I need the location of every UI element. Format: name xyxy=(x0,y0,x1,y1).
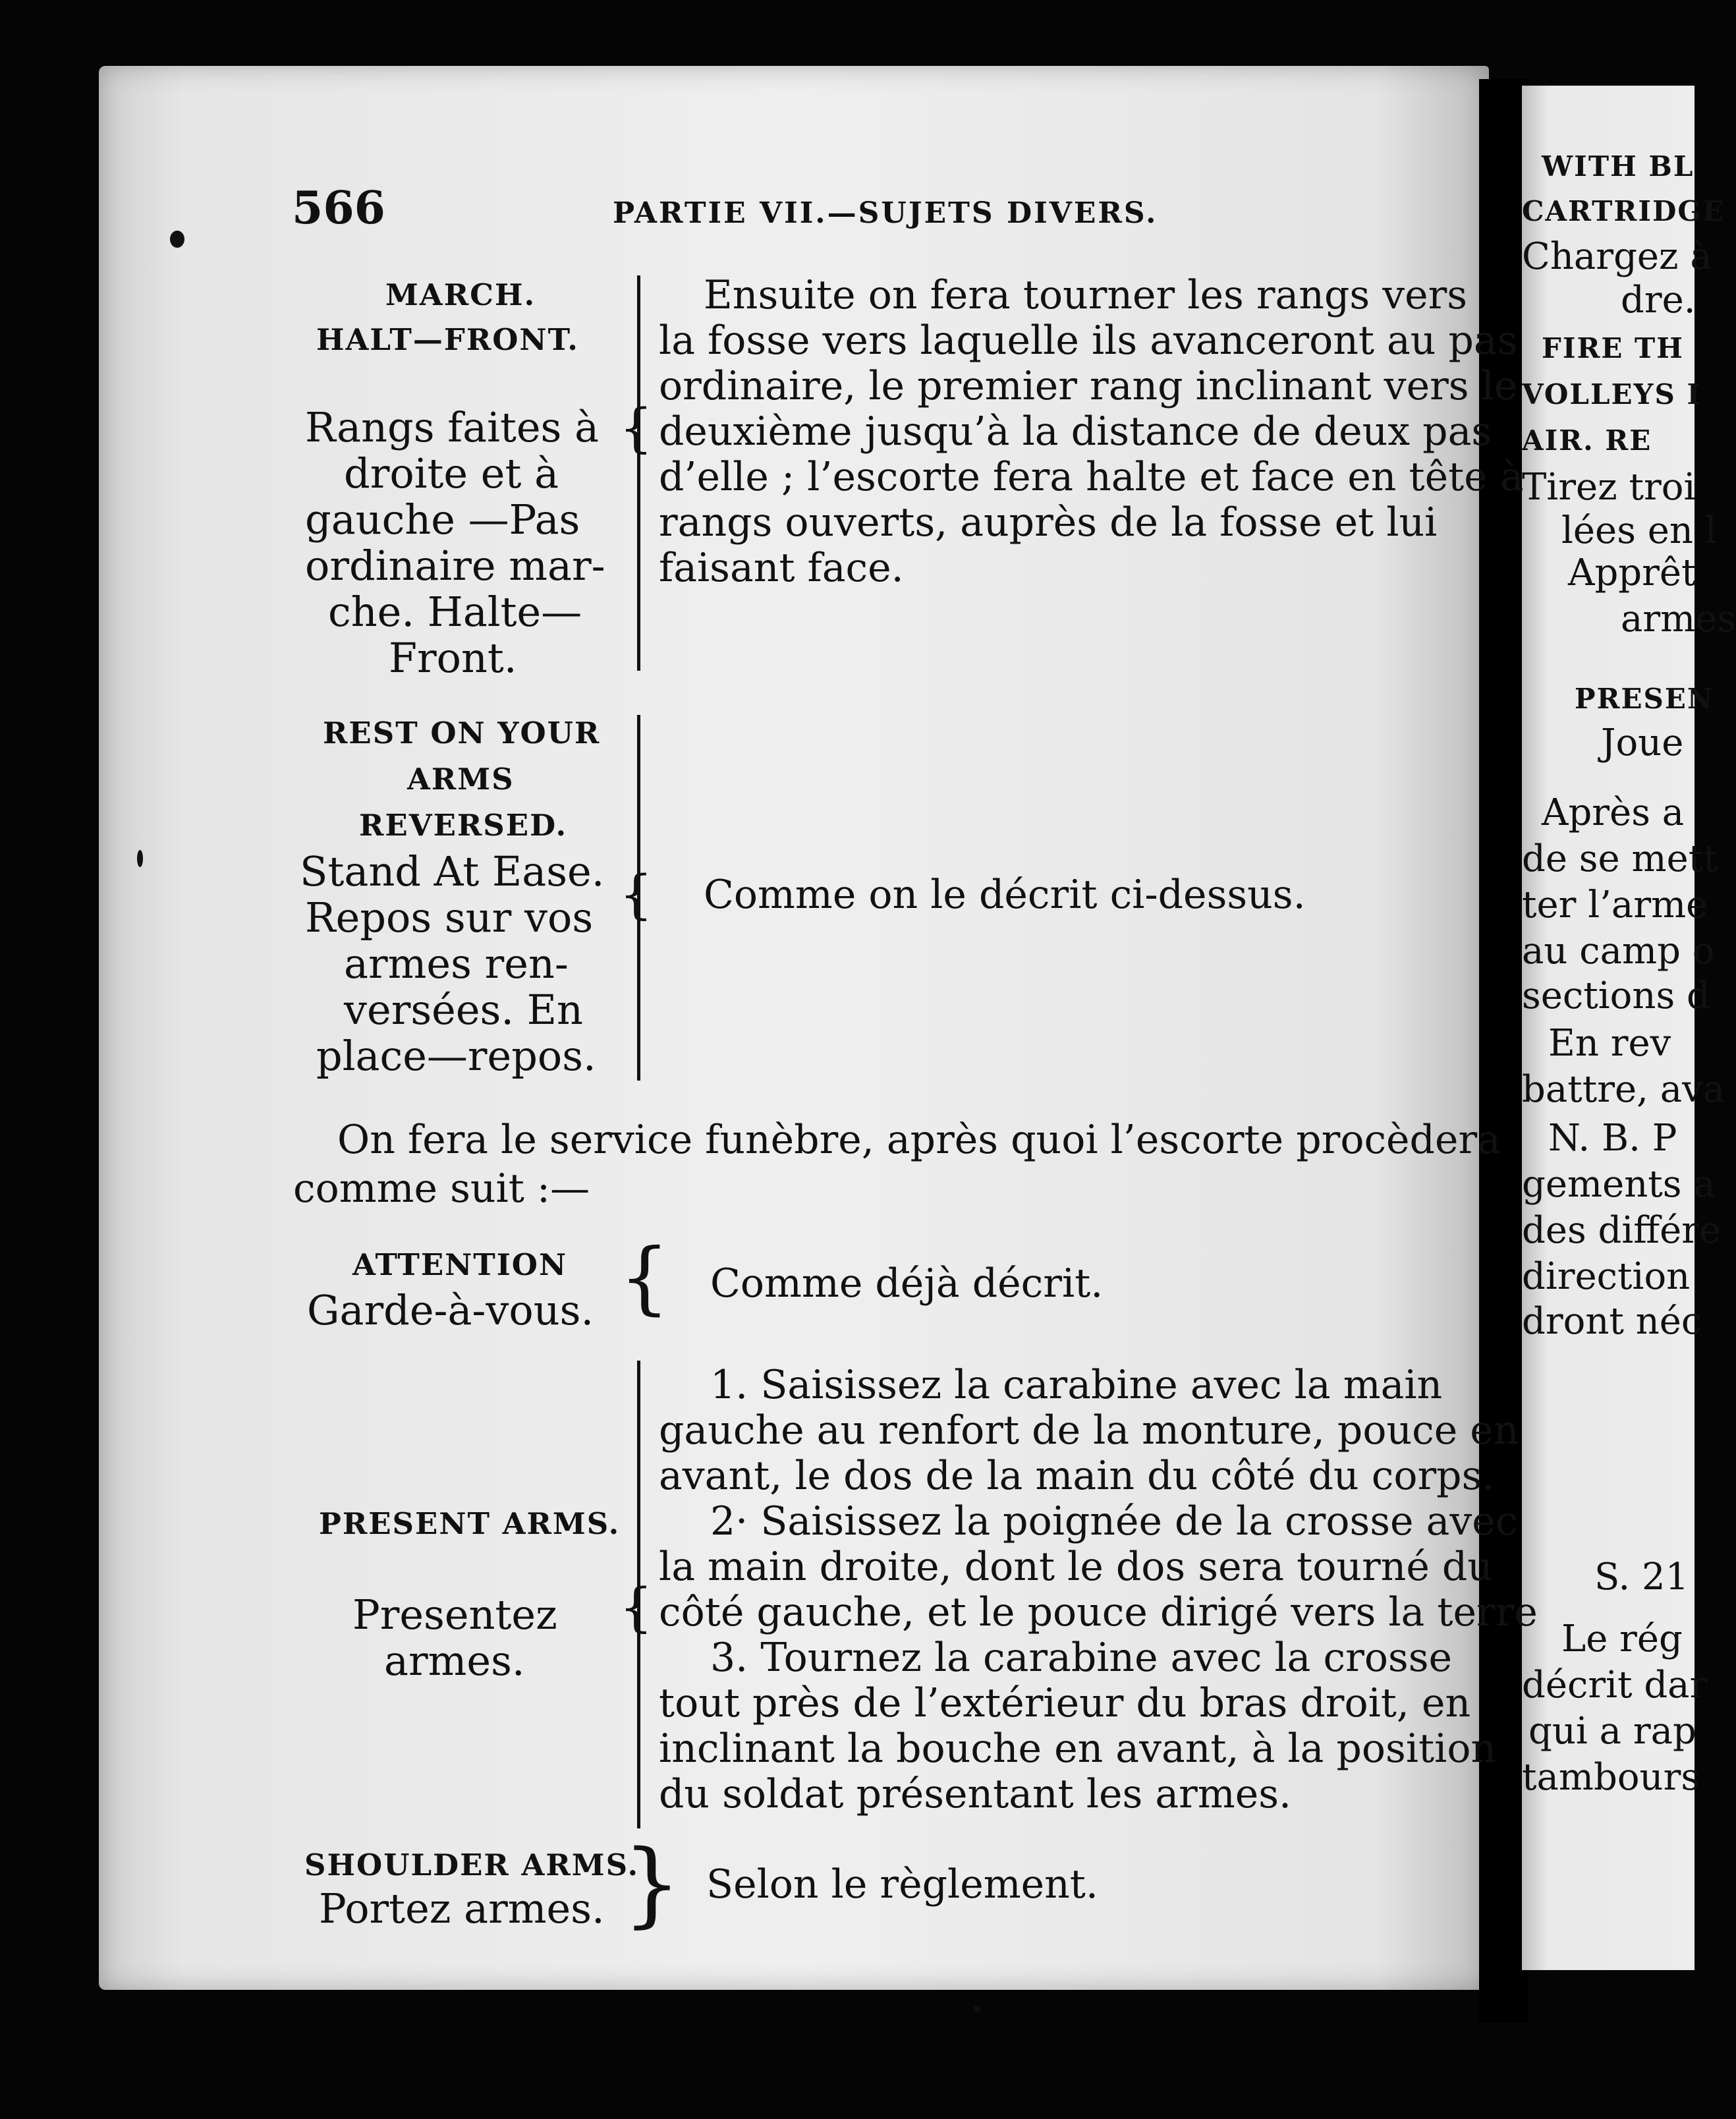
section-fr-label: gauche —Pas xyxy=(305,495,580,544)
section-fr-label: Stand At Ease. xyxy=(300,847,605,895)
facing-page-line: gements a xyxy=(1522,1163,1716,1206)
facing-page-line: Apprêt xyxy=(1568,551,1696,594)
facing-page-line: lées en l xyxy=(1561,509,1717,552)
facing-page-line: dre. xyxy=(1621,279,1696,322)
brace-mark: { xyxy=(619,864,653,925)
section-fr-label: Front. xyxy=(389,634,517,682)
section-fr-label: Garde-à-vous. xyxy=(307,1286,594,1334)
section-fr-label: che. Halte— xyxy=(328,588,582,636)
body-line: On fera le service funèbre, après quoi l’escorte procèdera xyxy=(337,1117,1501,1163)
facing-page-line: AIR. RE xyxy=(1522,424,1652,457)
brace-mark: } xyxy=(623,1830,682,1938)
section-fr-label: droite et à xyxy=(344,449,559,497)
body-line: faisant face. xyxy=(659,545,904,591)
facing-page-line: des différe xyxy=(1522,1209,1722,1252)
facing-page-line: Joue xyxy=(1601,721,1684,764)
facing-page-line: N. B. P xyxy=(1548,1117,1677,1160)
body-line: 3. Tournez la carabine avec la crosse xyxy=(710,1635,1453,1681)
brace-mark: { xyxy=(619,1577,653,1638)
body-line: comme suit :— xyxy=(293,1166,590,1212)
facing-page-line: WITH BL xyxy=(1542,150,1694,183)
body-line: du soldat présentant les armes. xyxy=(659,1771,1292,1817)
section-fr-label: armes ren- xyxy=(344,940,569,988)
brace-mark: { xyxy=(619,1232,670,1324)
section-en-label: SHOULDER ARMS. xyxy=(304,1848,640,1882)
facing-page-line: armes xyxy=(1621,598,1736,640)
page-number: 566 xyxy=(292,182,385,235)
body-line: rangs ouverts, auprès de la fosse et lui xyxy=(659,499,1438,546)
section-fr-label: place—repos. xyxy=(316,1032,596,1080)
section-fr-label: versées. En xyxy=(344,986,583,1034)
facing-page-line: battre, ava xyxy=(1522,1068,1725,1111)
ink-speck xyxy=(974,2006,980,2012)
section-en-label: REST ON YOUR xyxy=(323,716,601,750)
facing-page-line: sections d xyxy=(1522,975,1710,1017)
facing-page-line: qui a rap xyxy=(1528,1710,1696,1753)
body-line: tout près de l’extérieur du bras droit, en xyxy=(659,1680,1471,1726)
book-page-right xyxy=(1522,86,1736,1970)
ink-speck xyxy=(170,231,184,248)
facing-page-line: décrit dar xyxy=(1522,1664,1708,1707)
section-fr-label: Portez armes. xyxy=(319,1884,605,1933)
facing-page-line: direction xyxy=(1522,1255,1691,1298)
facing-page-line: En rev xyxy=(1548,1022,1671,1065)
section-en-label: MARCH. xyxy=(385,277,536,312)
facing-page-line: de se mett xyxy=(1522,837,1718,880)
facing-page-line: dront néc xyxy=(1522,1300,1702,1343)
body-line: côté gauche, et le pouce dirigé vers la terre xyxy=(659,1589,1538,1635)
facing-page-line: Tirez troi xyxy=(1522,466,1696,509)
body-line: d’elle ; l’escorte fera halte et face en tête à xyxy=(659,454,1524,500)
facing-page-line: ter l’arme xyxy=(1522,884,1708,926)
body-line: avant, le dos de la main du côté du corps. xyxy=(659,1453,1495,1499)
brace-bar xyxy=(637,275,640,671)
section-fr-label: ordinaire mar- xyxy=(305,542,605,590)
section-fr-label: armes. xyxy=(384,1637,525,1685)
facing-page-line: CARTRIDGE xyxy=(1522,195,1725,227)
body-line: Comme on le décrit ci-dessus. xyxy=(704,872,1306,918)
body-line: Ensuite on fera tourner les rangs vers xyxy=(704,272,1468,318)
body-line: 2· Saisissez la poignée de la crosse avec xyxy=(710,1498,1518,1544)
section-en-label: PRESENT ARMS. xyxy=(319,1506,621,1541)
body-line: deuxième jusqu’à la distance de deux pas xyxy=(659,409,1492,455)
facing-page-line: VOLLEYS I xyxy=(1522,378,1702,410)
section-en-label: ARMS xyxy=(407,762,515,797)
ink-speck xyxy=(137,850,143,867)
facing-page-line: PRESEN xyxy=(1575,683,1714,715)
section-fr-label: Rangs faites à xyxy=(305,403,600,451)
facing-page-line: S. 21 xyxy=(1594,1556,1689,1598)
facing-page-line: tambours xyxy=(1522,1756,1700,1799)
body-line: ordinaire, le premier rang inclinant vers le xyxy=(659,363,1518,409)
facing-page-line: FIRE TH xyxy=(1542,332,1684,364)
section-fr-label: Presentez xyxy=(352,1591,557,1639)
section-fr-label: Repos sur vos xyxy=(305,893,594,942)
facing-page-line: Après a xyxy=(1542,791,1685,834)
facing-page-line: au camp o xyxy=(1522,930,1715,973)
body-line: gauche au renfort de la monture, pouce en xyxy=(659,1407,1519,1454)
body-line: Comme déjà décrit. xyxy=(710,1260,1104,1307)
brace-mark: { xyxy=(619,397,653,459)
facing-page-line: Chargez à xyxy=(1522,235,1712,278)
facing-page-line: Le rég xyxy=(1561,1618,1683,1660)
body-line: la main droite, dont le dos sera tourné du xyxy=(659,1544,1493,1590)
running-head: PARTIE VII.—SUJETS DIVERS. xyxy=(613,196,1158,230)
body-line: 1. Saisissez la carabine avec la main xyxy=(710,1362,1443,1408)
section-en-label: ATTENTION xyxy=(352,1247,568,1282)
section-en-label: REVERSED. xyxy=(359,808,568,843)
body-line: Selon le règlement. xyxy=(706,1861,1098,1907)
section-en-label: HALT—FRONT. xyxy=(316,322,579,357)
body-line: la fosse vers laquelle ils avanceront au pas xyxy=(659,318,1518,364)
body-line: inclinant la bouche en avant, à la position xyxy=(659,1726,1497,1772)
